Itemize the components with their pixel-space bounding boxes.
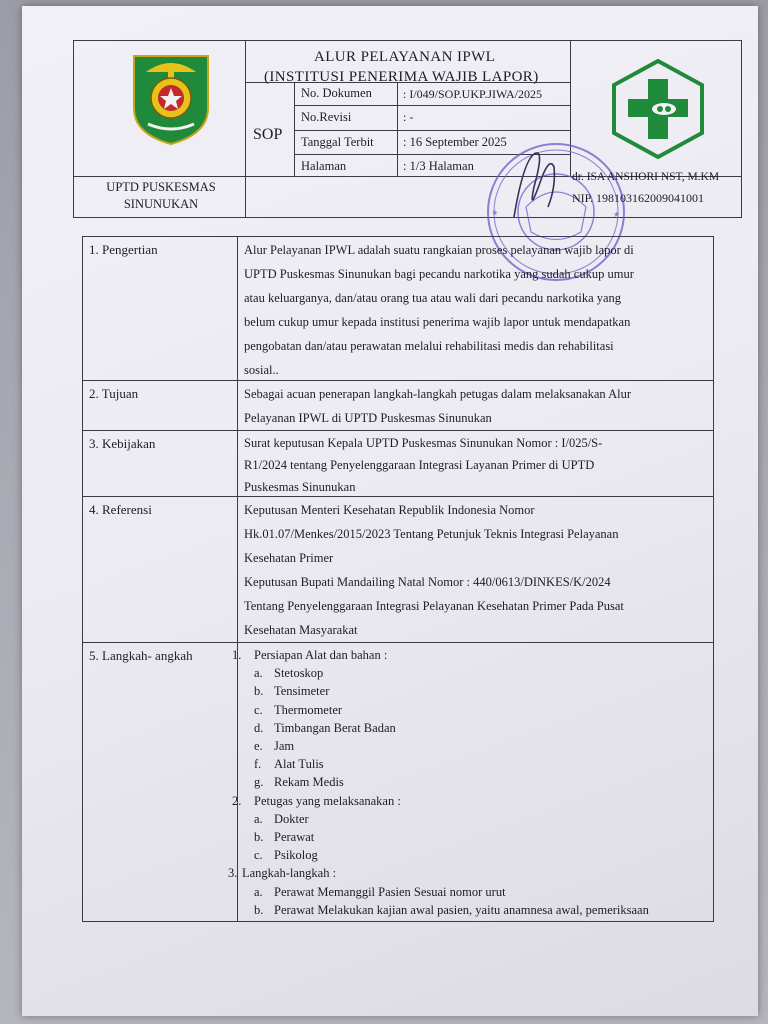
step-number: 3. bbox=[228, 866, 238, 881]
section-label: 1. Pengertian bbox=[89, 242, 158, 257]
text-line: Hk.01.07/Menkes/2015/2023 Tentang Petunjuk Teknis Integrasi Pelayanan bbox=[244, 527, 619, 541]
step-number: 1. bbox=[232, 648, 242, 662]
list-item bbox=[254, 701, 708, 719]
field-label-halaman: Halaman bbox=[301, 159, 347, 173]
item-key: f. bbox=[254, 757, 262, 772]
item-text: Perawat bbox=[274, 830, 315, 845]
step-title: Persiapan Alat dan bahan : bbox=[254, 648, 388, 662]
item-key: d. bbox=[254, 720, 264, 735]
list-item bbox=[254, 755, 708, 773]
step-number: 2. bbox=[232, 793, 242, 808]
section-referensi bbox=[82, 496, 713, 642]
text-line: Pelayanan IPWL di UPTD Puskesmas Sinunukan bbox=[244, 411, 492, 425]
text-line: UPTD Puskesmas Sinunukan bagi pecandu narkotika yang sudah cukup umur bbox=[244, 267, 634, 281]
step-title: Petugas yang melaksanakan : bbox=[254, 793, 401, 808]
list-item bbox=[254, 901, 708, 919]
text-line: belum cukup umur kepada institusi penerima wajib lapor untuk mendapatkan bbox=[244, 315, 631, 329]
text-line: Surat keputusan Kepala UPTD Puskesmas Sinunukan Nomor : I/025/S- bbox=[244, 436, 603, 450]
field-label-tanggal-terbit: Tanggal Terbit bbox=[301, 135, 374, 149]
field-value-halaman: : 1/3 Halaman bbox=[403, 159, 474, 173]
section-text bbox=[244, 498, 704, 642]
text-line: sosial.. bbox=[244, 363, 279, 377]
text-line: Sebagai acuan penerapan langkah-langkah petugas dalam melaksanakan Alur bbox=[244, 387, 631, 401]
organization-line1: UPTD PUSKESMAS bbox=[106, 180, 216, 194]
organization-line2: SINUNUKAN bbox=[123, 197, 199, 211]
section-pengertian bbox=[82, 236, 713, 380]
item-text: Timbangan Berat Badan bbox=[274, 720, 396, 735]
item-key: b. bbox=[254, 684, 264, 699]
list-item bbox=[254, 828, 708, 846]
item-text: Jam bbox=[274, 739, 295, 754]
field-value-no-revisi: : - bbox=[403, 110, 414, 124]
item-key: b. bbox=[254, 830, 264, 845]
item-key: a. bbox=[254, 666, 263, 681]
step-group bbox=[232, 646, 708, 664]
signer-nip: NIP. 198103162009041001 bbox=[572, 191, 705, 205]
field-label-no-revisi: No.Revisi bbox=[301, 110, 352, 124]
item-key: a. bbox=[254, 884, 263, 899]
step-title: Langkah-langkah : bbox=[242, 866, 337, 881]
section-kebijakan bbox=[82, 430, 713, 496]
list-item bbox=[254, 719, 708, 737]
sop-label: SOP bbox=[253, 126, 283, 143]
item-text: Perawat Memanggil Pasien Sesuai nomor urut bbox=[274, 884, 506, 899]
text-line: Keputusan Bupati Mandailing Natal Nomor : 440/0613/DINKES/K/2024 bbox=[244, 575, 611, 589]
item-key: c. bbox=[254, 848, 263, 863]
step-group bbox=[232, 792, 708, 810]
item-key: a. bbox=[254, 811, 263, 826]
text-line: Keputusan Menteri Kesehatan Republik Indonesia Nomor bbox=[244, 503, 535, 517]
document-header bbox=[73, 40, 742, 218]
regency-emblem-icon bbox=[130, 50, 212, 146]
item-text: Alat Tulis bbox=[274, 757, 324, 772]
sop-content-table bbox=[82, 236, 713, 922]
field-label-no-dokumen: No. Dokumen bbox=[301, 86, 372, 100]
steps-list bbox=[228, 646, 708, 919]
svg-text:★: ★ bbox=[613, 210, 621, 219]
section-text bbox=[244, 238, 704, 382]
signer-name: dr. ISA ANSHORI NST, M.KM bbox=[572, 171, 720, 183]
text-line: atau keluarganya, dan/atau orang tua atau wali dari pecandu narkotika yang bbox=[244, 291, 622, 305]
section-tujuan bbox=[82, 380, 713, 430]
section-label: 3. Kebijakan bbox=[89, 436, 156, 451]
document-title-line1: ALUR PELAYANAN IPWL bbox=[314, 49, 496, 65]
item-text: Stetoskop bbox=[274, 666, 324, 681]
section-label: 4. Referensi bbox=[89, 502, 152, 517]
organization-name bbox=[78, 179, 244, 213]
item-text: Dokter bbox=[274, 811, 309, 826]
list-item bbox=[254, 810, 708, 828]
section-text bbox=[244, 432, 704, 498]
list-item bbox=[254, 664, 708, 682]
step-group bbox=[228, 864, 708, 882]
item-text: Tensimeter bbox=[274, 684, 330, 699]
document-title-line2: (INSTITUSI PENERIMA WAJIB LAPOR) bbox=[264, 69, 539, 85]
text-line: Tentang Penyelenggaraan Integrasi Pelayanan Kesehatan Primer Pada Pusat bbox=[244, 599, 624, 613]
list-item bbox=[254, 737, 708, 755]
field-value-tanggal-terbit: : 16 September 2025 bbox=[403, 135, 507, 149]
section-label: 5. Langkah- angkah bbox=[89, 648, 193, 663]
item-key: c. bbox=[254, 702, 263, 717]
item-key: e. bbox=[254, 739, 263, 754]
item-key: g. bbox=[254, 775, 264, 790]
item-text: Rekam Medis bbox=[274, 775, 344, 790]
text-line: Kesehatan Primer bbox=[244, 551, 334, 565]
list-item bbox=[254, 846, 708, 864]
text-line: R1/2024 tentang Penyelenggaraan Integrasi Layanan Primer di UPTD bbox=[244, 458, 595, 472]
item-text: Thermometer bbox=[274, 702, 343, 717]
text-line: Kesehatan Masyarakat bbox=[244, 623, 358, 637]
item-text: Perawat Melakukan kajian awal pasien, yaitu anamnesa awal, pemeriksaan bbox=[274, 902, 649, 917]
section-text bbox=[244, 382, 704, 430]
section-label: 2. Tujuan bbox=[89, 386, 139, 401]
list-item bbox=[254, 773, 708, 791]
text-line: Puskesmas Sinunukan bbox=[244, 480, 356, 494]
list-item bbox=[254, 682, 708, 700]
section-langkah bbox=[82, 642, 713, 921]
signature-icon bbox=[494, 147, 584, 227]
item-text: Psikolog bbox=[274, 848, 318, 863]
text-line: pengobatan dan/atau perawatan melalui rehabilitasi medis dan rehabilitasi bbox=[244, 339, 614, 353]
document-page bbox=[22, 6, 758, 1016]
item-key: b. bbox=[254, 902, 264, 917]
list-item bbox=[254, 883, 708, 901]
svg-text:★: ★ bbox=[489, 207, 501, 218]
text-line: Alur Pelayanan IPWL adalah suatu rangkaian proses pelayanan wajib lapor di bbox=[244, 243, 634, 257]
field-value-no-dokumen: : I/049/SOP.UKP.JIWA/2025 bbox=[403, 87, 543, 101]
